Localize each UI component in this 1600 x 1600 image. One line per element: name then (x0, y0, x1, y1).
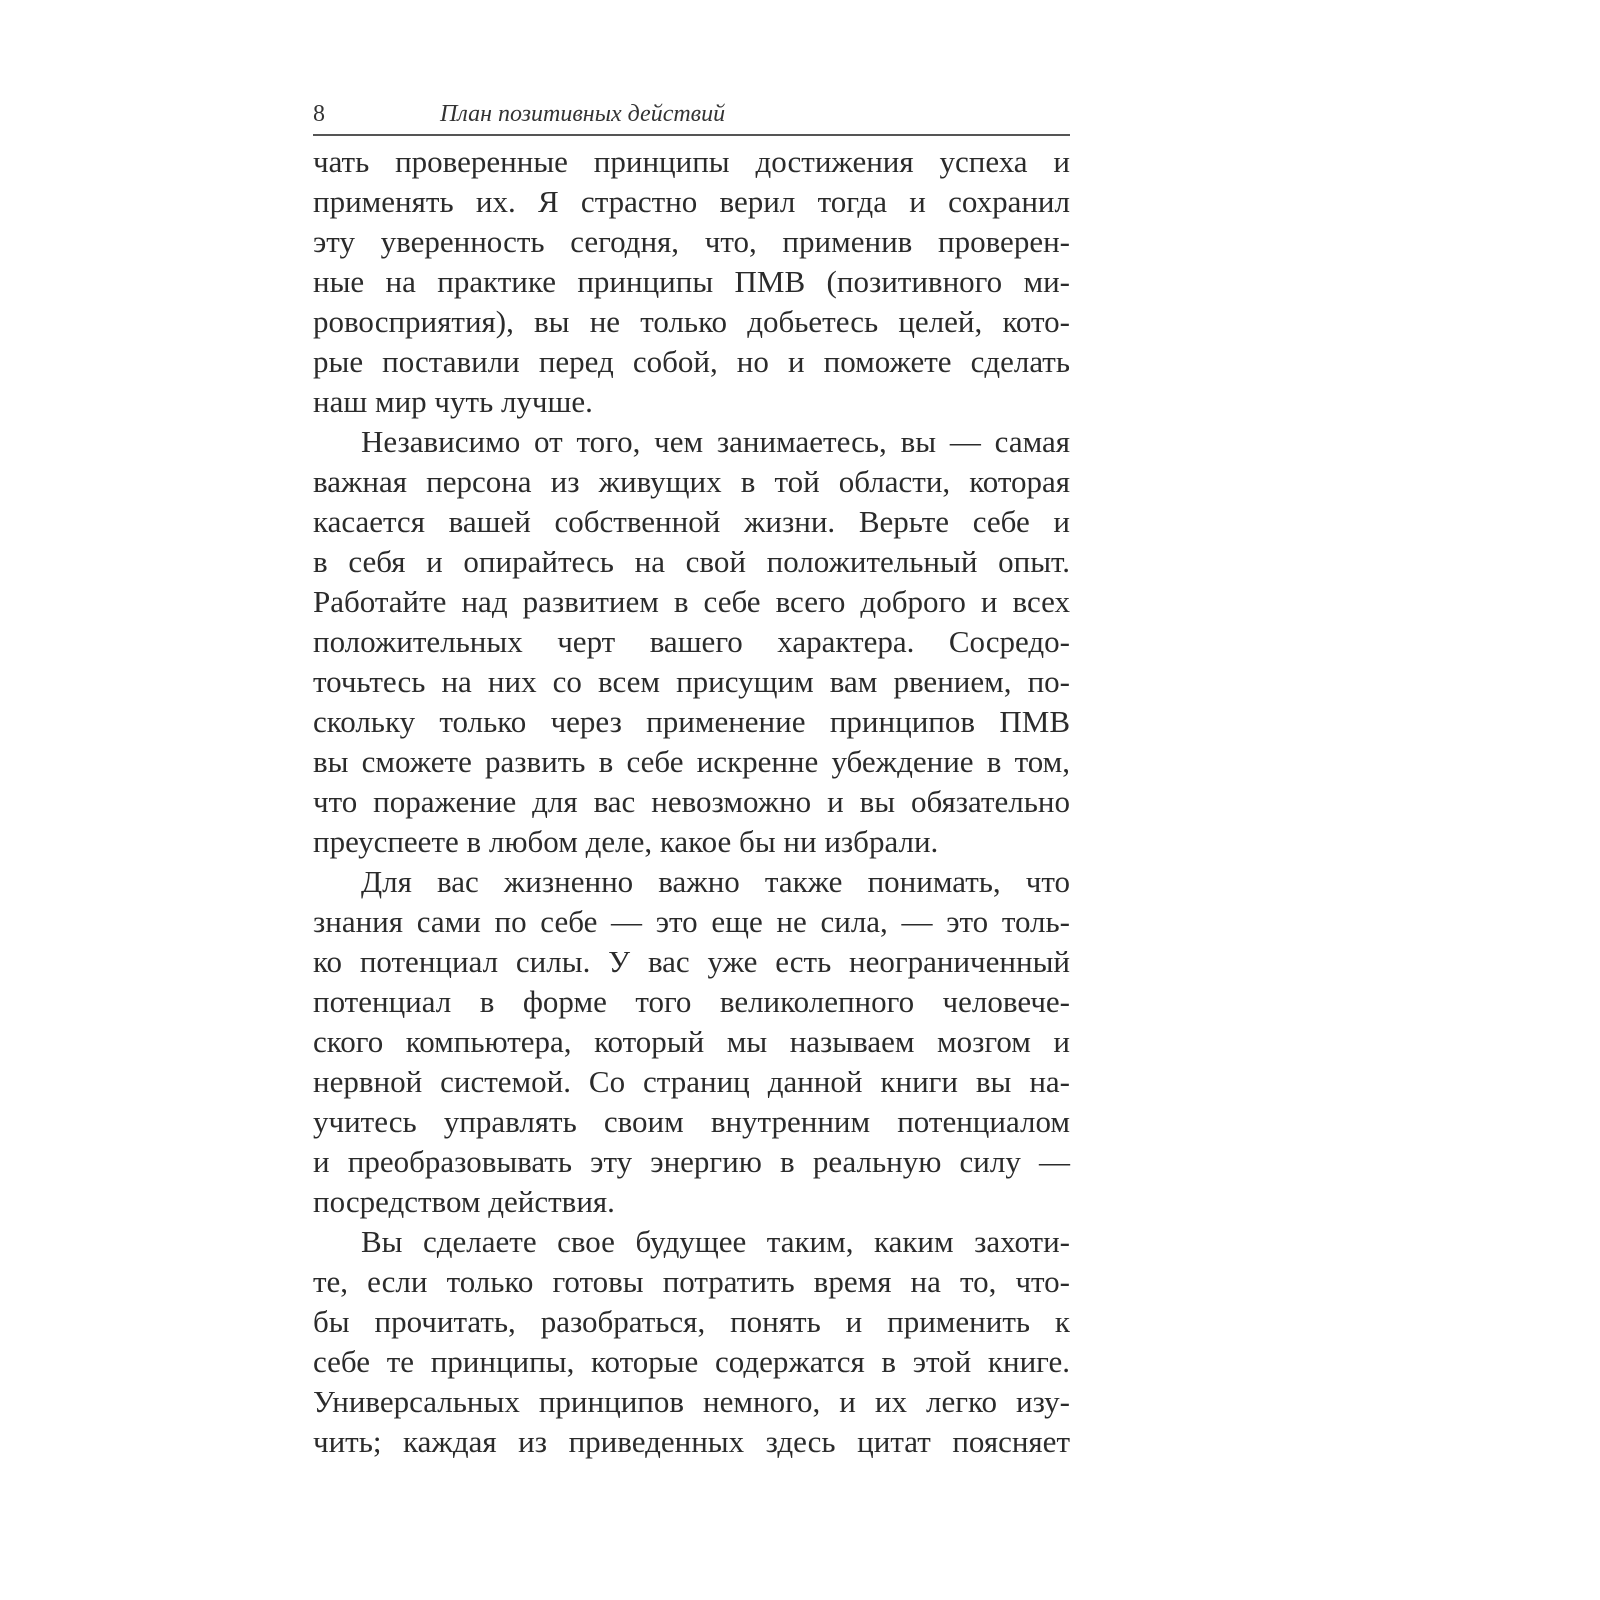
text-line: и преобразовывать эту энергию в реальную силу — (313, 1144, 1070, 1179)
text-line: знания сами по себе — это еще не сила, — это толь- (313, 904, 1070, 939)
text-line: скольку только через применение принципов ПМВ (313, 704, 1070, 739)
text-line: Независимо от того, чем занимаетесь, вы — самая (361, 424, 1070, 459)
paragraph (313, 422, 1070, 862)
book-page (313, 98, 1070, 1462)
text-line: нервной системой. Со страниц данной книги вы на- (313, 1064, 1070, 1099)
text-line: Вы сделаете свое будущее таким, каким захоти- (361, 1224, 1070, 1259)
text-line: учитесь управлять своим внутренним потенциалом (313, 1104, 1070, 1139)
text-line: что поражение для вас невозможно и вы обязательно (313, 784, 1070, 819)
text-line: эту уверенность сегодня, что, применив проверен- (313, 224, 1070, 259)
text-line: касается вашей собственной жизни. Верьте себе и (313, 504, 1070, 539)
paragraph (313, 1222, 1070, 1462)
text-line: чать проверенные принципы достижения успеха и (313, 144, 1070, 179)
text-line: бы прочитать, разобраться, понять и применить к (313, 1304, 1070, 1339)
text-line: важная персона из живущих в той области, которая (313, 464, 1070, 499)
text-line: посредством действия. (313, 1184, 615, 1219)
paragraph (313, 142, 1070, 422)
text-line: ровосприятия), вы не только добьетесь целей, кото- (313, 304, 1070, 339)
text-line: наш мир чуть лучше. (313, 384, 593, 419)
text-line: потенциал в форме того великолепного человече- (313, 984, 1070, 1019)
body-text (313, 142, 1070, 1462)
text-line: ского компьютера, который мы называем мозгом и (313, 1024, 1070, 1059)
text-line: чить; каждая из приведенных здесь цитат поясняет (313, 1424, 1070, 1459)
text-line: Работайте над развитием в себе всего доброго и всех (313, 584, 1070, 619)
running-title: План позитивных действий (440, 101, 726, 127)
text-line: рые поставили перед собой, но и поможете сделать (313, 344, 1070, 379)
running-head (313, 98, 1070, 136)
text-line: вы сможете развить в себе искренне убеждение в том, (313, 744, 1070, 779)
text-line: в себя и опирайтесь на свой положительный опыт. (313, 544, 1070, 579)
text-line: ные на практике принципы ПМВ (позитивного ми- (313, 264, 1070, 299)
text-line: Универсальных принципов немного, и их легко изу- (313, 1384, 1070, 1419)
text-line: положительных черт вашего характера. Сосредо- (313, 624, 1070, 659)
text-line: применять их. Я страстно верил тогда и сохранил (313, 184, 1070, 219)
text-line: Для вас жизненно важно также понимать, что (361, 864, 1070, 899)
text-line: себе те принципы, которые содержатся в этой книге. (313, 1344, 1070, 1379)
text-line: ко потенциал силы. У вас уже есть неограниченный (313, 944, 1070, 979)
text-line: преуспеете в любом деле, какое бы ни избрали. (313, 824, 939, 859)
text-line: точьтесь на них со всем присущим вам рвением, по- (313, 664, 1070, 699)
text-line: те, если только готовы потратить время на то, что- (313, 1264, 1070, 1299)
page-number: 8 (313, 101, 325, 127)
paragraph (313, 862, 1070, 1222)
